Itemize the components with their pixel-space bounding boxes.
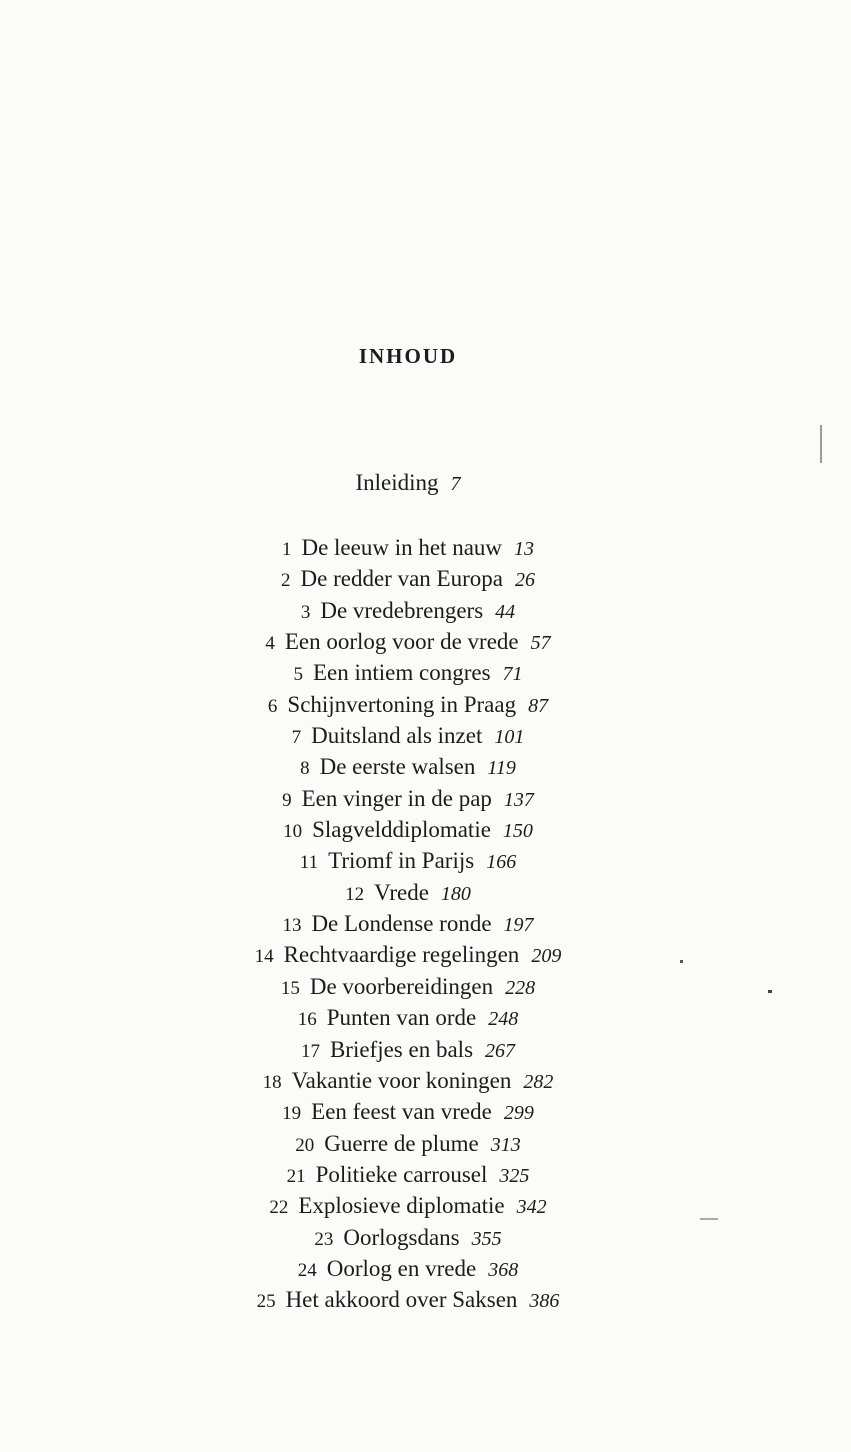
- toc-entry-number: 17: [300, 1040, 320, 1062]
- toc-entry-number: 15: [280, 977, 300, 999]
- toc-entry-page: 166: [486, 851, 517, 874]
- toc-entry-page: 313: [490, 1133, 521, 1156]
- toc-entry-page: 44: [495, 600, 516, 623]
- toc-entry-title: Een oorlog voor de vrede: [284, 629, 519, 655]
- toc-entry-number: 19: [282, 1103, 302, 1125]
- toc-entry-number: 1: [281, 539, 292, 560]
- toc-entry: [0, 971, 816, 1002]
- speck: [700, 1218, 718, 1220]
- toc-entry-number: 22: [269, 1197, 289, 1219]
- toc-entry-page: 87: [528, 694, 549, 717]
- toc-entry-title: Een vinger in de pap: [301, 785, 492, 811]
- toc-entry-title: Vrede: [374, 879, 429, 905]
- toc-entry: [0, 1253, 816, 1284]
- toc-entry-page: 150: [502, 820, 533, 843]
- toc-entry-title: De eerste walsen: [319, 754, 476, 780]
- toc-entry: [0, 1034, 816, 1065]
- toc-entry-number: 9: [282, 789, 292, 811]
- toc-entry-title: Vakantie voor koningen: [291, 1067, 512, 1093]
- toc-entry: [0, 1002, 816, 1033]
- toc-entry: [0, 689, 816, 720]
- toc-entry-title: Schijnvertoning in Praag: [287, 691, 517, 717]
- toc-entry-title: Duitsland als inzet: [311, 723, 483, 749]
- toc-entry-page: 342: [516, 1196, 547, 1219]
- toc-entry-page: 355: [471, 1227, 502, 1250]
- toc-entry-page: 180: [440, 882, 471, 905]
- toc-entry: [0, 1096, 816, 1127]
- toc-entry-page: 101: [494, 726, 525, 749]
- toc-entry-number: 8: [300, 758, 310, 780]
- toc-entry-number: 18: [262, 1071, 282, 1093]
- toc-entry-title: Een intiem congres: [312, 660, 491, 686]
- toc-entry: [0, 1190, 816, 1221]
- toc-entry-title: Een feest van vrede: [311, 1099, 492, 1125]
- toc-entry-number: 6: [267, 695, 278, 717]
- toc-entry-number: 25: [256, 1291, 276, 1313]
- toc-entry: [0, 657, 816, 688]
- toc-entry-number: 2: [281, 570, 291, 592]
- toc-entry: [0, 720, 816, 751]
- speck: [680, 960, 683, 963]
- toc-entry-title: Oorlog en vrede: [326, 1255, 477, 1281]
- toc-entry-title: Inleiding: [355, 470, 439, 495]
- toc-entry: [0, 1065, 816, 1096]
- toc-entry: [0, 908, 816, 939]
- toc-entry-number: 5: [293, 664, 303, 686]
- toc-entry-page: 71: [502, 663, 523, 686]
- toc-entry-title: Slagvelddiplomatie: [312, 817, 491, 843]
- page-title: INHOUD: [358, 344, 458, 368]
- toc-entry-title: De redder van Europa: [300, 566, 503, 592]
- toc-entry: [0, 563, 816, 594]
- toc-entry-page: 267: [485, 1039, 516, 1062]
- toc-entry-title: Triomf in Parijs: [328, 848, 475, 874]
- toc-entry-title: De vredebrengers: [320, 597, 484, 623]
- toc-entry: [0, 751, 816, 782]
- toc-entry-page: 325: [499, 1164, 530, 1187]
- toc-entry-page: 119: [487, 757, 516, 780]
- toc-entry-page: 299: [503, 1102, 534, 1125]
- toc-entry-number: 13: [282, 915, 302, 937]
- toc-entry-title: Oorlogsdans: [343, 1224, 460, 1250]
- toc-entry: [0, 532, 816, 563]
- toc-entry-number: 23: [314, 1228, 334, 1250]
- toc-entry: [0, 626, 816, 657]
- table-of-contents: [0, 532, 816, 1316]
- toc-entry-page: 57: [530, 632, 551, 655]
- toc-entry-page: 209: [531, 945, 562, 968]
- toc-entry-title: De voorbereidingen: [309, 973, 494, 999]
- toc-entry-page: 228: [505, 976, 536, 999]
- toc-entry: [0, 595, 816, 626]
- toc-entry-page: 248: [488, 1008, 519, 1031]
- toc-entry-number: 14: [254, 946, 274, 968]
- toc-entry: [0, 783, 816, 814]
- toc-entry-number: 16: [297, 1009, 317, 1031]
- toc-entry: [0, 1284, 816, 1315]
- toc-entry-number: 24: [297, 1259, 317, 1281]
- toc-entry-number: 4: [265, 633, 275, 655]
- toc-entry-page: 197: [503, 914, 534, 937]
- toc-entry-title: Het akkoord over Saksen: [285, 1287, 518, 1313]
- toc-entry-title: De leeuw in het nauw: [301, 535, 503, 560]
- toc-entry: [0, 1128, 816, 1159]
- toc-entry-number: 10: [283, 821, 303, 843]
- toc-entry: [0, 814, 816, 845]
- toc-entry-number: 11: [299, 852, 319, 874]
- toc-entry-page: 282: [523, 1070, 554, 1093]
- toc-entry-page: 26: [514, 569, 535, 592]
- toc-entry-page: 137: [503, 788, 534, 811]
- toc-entry-title: Politieke carrousel: [315, 1161, 488, 1187]
- toc-entry-title: Guerre de plume: [324, 1130, 479, 1156]
- toc-entry-number: 12: [345, 883, 365, 905]
- toc-entry-page: 13: [514, 538, 535, 560]
- toc-entry: [0, 939, 816, 970]
- toc-intro-entry: [0, 470, 816, 496]
- toc-entry: [0, 877, 816, 908]
- toc-entry-page: 7: [450, 473, 461, 495]
- toc-entry-title: Rechtvaardige regelingen: [283, 942, 520, 968]
- toc-entry-number: 21: [286, 1165, 306, 1187]
- toc-entry-page: 368: [488, 1258, 519, 1281]
- toc-entry-number: 20: [295, 1134, 315, 1156]
- toc-entry-title: Briefjes en bals: [329, 1036, 474, 1062]
- toc-entry-number: 7: [291, 727, 302, 749]
- toc-entry: [0, 1222, 816, 1253]
- toc-entry-title: De Londense ronde: [311, 911, 492, 937]
- toc-entry: [0, 1159, 816, 1190]
- toc-entry: [0, 845, 816, 876]
- toc-entry-title: Punten van orde: [326, 1005, 477, 1031]
- toc-entry-number: 3: [300, 601, 311, 623]
- toc-entry-page: 386: [529, 1290, 560, 1313]
- speck: [768, 990, 772, 993]
- margin-mark: [820, 425, 822, 463]
- toc-entry-title: Explosieve diplomatie: [298, 1193, 505, 1219]
